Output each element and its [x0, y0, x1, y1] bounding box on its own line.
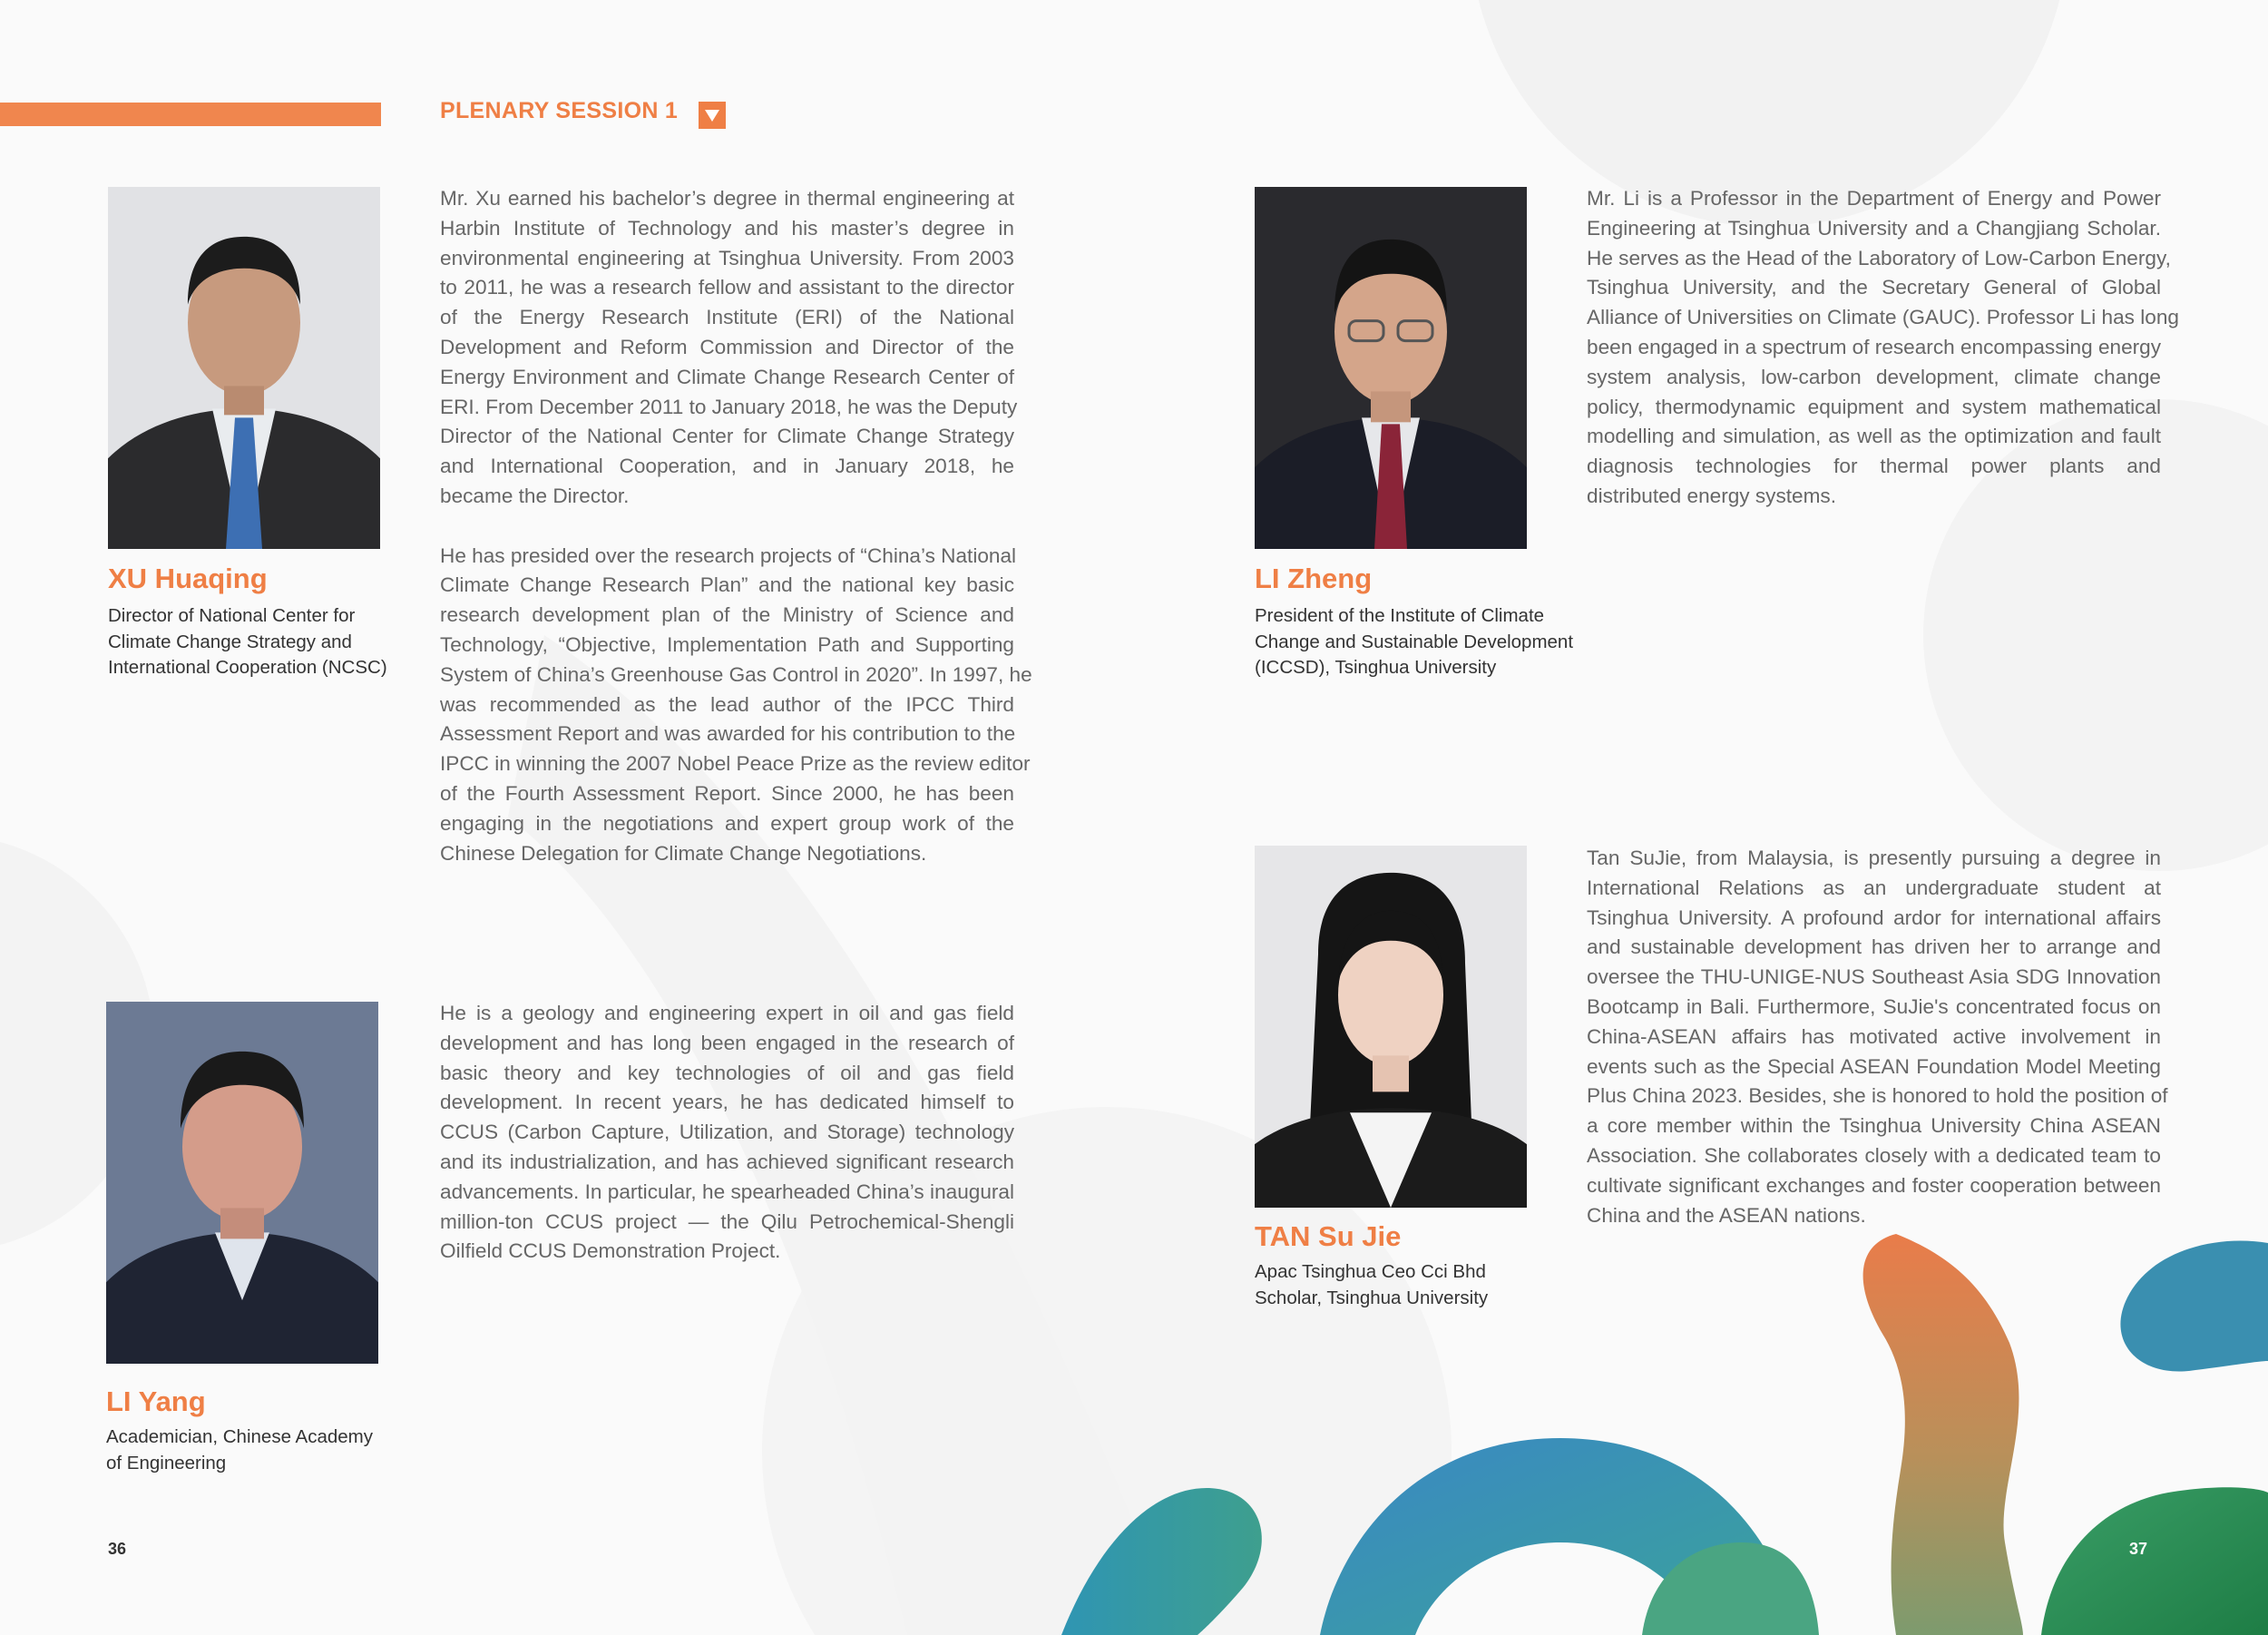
session-title: PLENARY SESSION 1 — [440, 98, 679, 123]
speaker-photo-li-yang — [106, 1002, 378, 1364]
triangle-down-icon — [699, 102, 726, 129]
speaker-bio: Mr. Xu earned his bachelor’s degree in thermal engineering at Harbin Institute of Technology and his master’s degree in environmental engineering at Tsinghua University. From 2003 to 2011, he was a research fellow and assistant to the director of the Energy Research Institute (ERI) of the National Development and Reform Commission and Director of the Energy Environment and Climate Change Research Center of ERI. From December 2011 to January 2018, he was the Deputy Director of the National Center for Climate Change Strategy and International Cooperation, and in January 2018, he became the Director. He has presided over the research projects of “China’s National Climate Change Research Plan” and the national key basic research development plan of the Ministry of Science and Technology, “Objective, Implementation Path and Supporting System of China’s Greenhouse Gas Control in 2020”. In 1997, he was recommended as the lead author of the IPCC Third Assessment Report and was awarded for his contribution to the IPCC in winning the 2007 Nobel Peace Prize as the review editor of the Fourth Assessment Report. Since 2000, he has been engaging in the negotiations and expert group work of the Chinese Delegation for Climate Change Negotiations. — [440, 187, 1032, 865]
speaker-photo-xu-huaqing — [108, 187, 380, 549]
header-accent-bar — [0, 103, 381, 126]
speaker-role: President of the Institute of Climate Change and Sustainable Development (ICCSD), Tsinghua University — [1255, 605, 1574, 678]
speaker-photo-li-zheng — [1255, 187, 1527, 549]
speaker-role: Director of National Center for Climate Change Strategy and International Cooperation (NCSC) — [108, 605, 387, 678]
page-number-left: 36 — [108, 1540, 127, 1558]
speaker-name: XU Huaqing — [108, 563, 268, 594]
speaker-name: LI Zheng — [1255, 563, 1373, 594]
speaker-role: Apac Tsinghua Ceo Cci Bhd Scholar, Tsinghua University — [1255, 1261, 1489, 1308]
page-number-right: 37 — [2129, 1540, 2148, 1558]
speaker-bio: He is a geology and engineering expert in oil and gas field development and has long been engaged in the research of basic theory and key technologies of oil and gas field development. In recent years, he has dedicated himself to CCUS (Carbon Capture, Utilization, and Storage) technology and its industrialization, and has achieved significant research advancements. In particular, he spearheaded China’s inaugural million-ton CCUS project — the Qilu Petrochemical-Shengli Oilfield CCUS Demonstration Project. — [440, 1002, 1014, 1263]
speaker-role: Academician, Chinese Academy of Engineering — [106, 1426, 373, 1473]
speaker-photo-tan-su-jie — [1255, 846, 1527, 1208]
speaker-bio: Mr. Li is a Professor in the Department of Energy and Power Engineering at Tsinghua University and a Changjiang Scholar. He serves as the Head of the Laboratory of Low-Carbon Energy, Tsinghua University, and the Secretary General of Global Alliance of Universities on Climate (GAUC). Professor Li has long been engaged in a spectrum of research encompassing energy system analysis, low-carbon development, climate change policy, thermodynamic equipment and system mathematical modelling and simulation, as well as the optimization and fault diagnosis technologies for thermal power plants and distributed energy systems. — [1587, 187, 2179, 507]
speaker-name: TAN Su Jie — [1255, 1220, 1402, 1252]
speaker-name: LI Yang — [106, 1385, 206, 1417]
speaker-bio: Tan SuJie, from Malaysia, is presently pursuing a degree in International Relations as an undergraduate student at Tsinghua University. A profound ardor for international affairs and sustainable development has driven her to arrange and oversee the THU-UNIGE-NUS Southeast Asia SDG Innovation Bootcamp in Bali. Furthermore, SuJie's concentrated focus on China-ASEAN affairs has motivated active involvement in events such as the Special ASEAN Foundation Model Meeting Plus China 2023. Besides, she is honored to hold the position of a core member within the Tsinghua University China ASEAN Association. She collaborates closely with a dedicated team to cultivate significant exchanges and foster cooperation between China and the ASEAN nations. — [1587, 847, 2168, 1227]
